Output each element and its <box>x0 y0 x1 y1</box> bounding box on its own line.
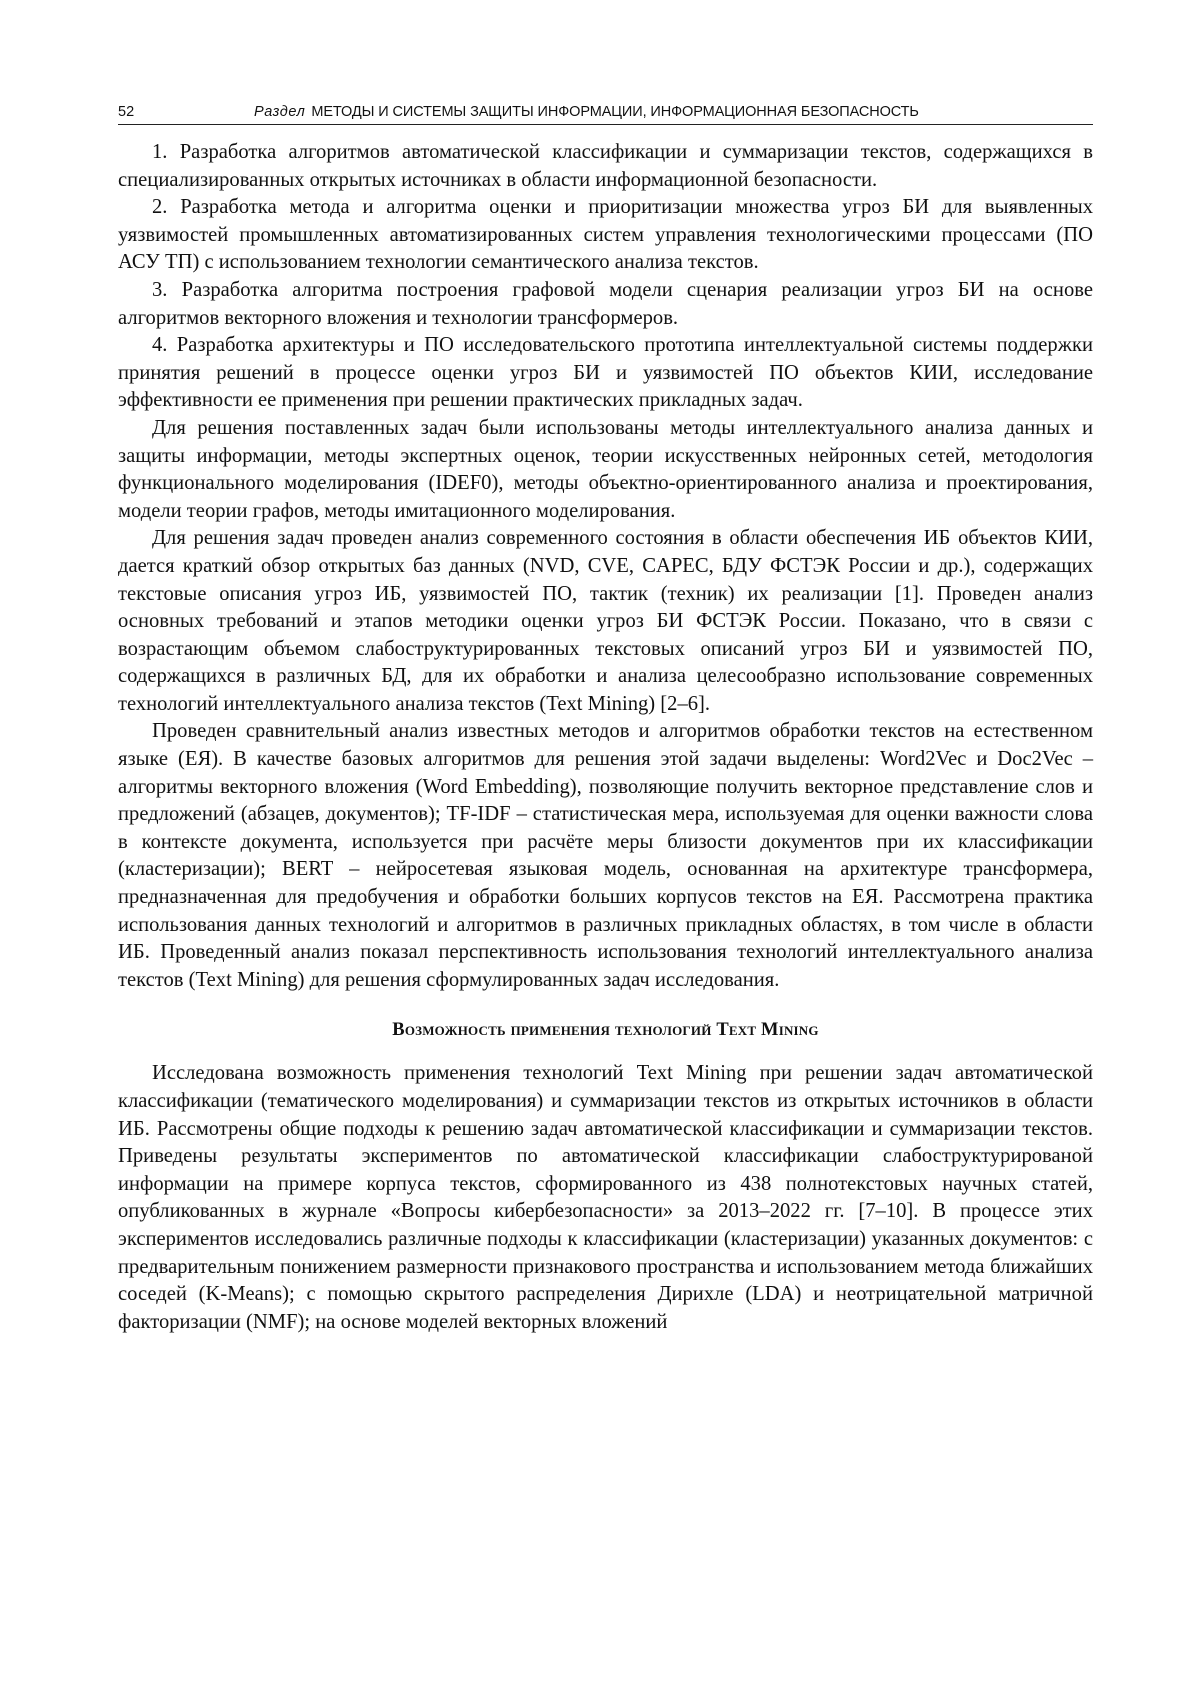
running-header <box>118 102 1093 125</box>
section-heading: Возможность применения технологий Text Mining <box>392 1020 819 1041</box>
section-running-title <box>254 102 919 122</box>
list-item-task-1: 1. Разработка алгоритмов автоматической классификации и суммаризации текстов, содержащихся в специализированных открытых источниках в области информационной безопасности. <box>118 141 1093 191</box>
paragraph-methods: Для решения поставленных задач были использованы методы интеллектуального анализа данных и защиты информации, методы экспертных оценок, теории искусственных нейронных сетей, методология функционального моделирования (IDEF0), методы объектно-ориентированного анализа и проектирования, модели теории графов, методы имитационного моделирования. <box>118 416 1093 522</box>
paragraph-comparison: Проведен сравнительный анализ известных методов и алгоритмов обработки текстов на естественном языке (ЕЯ). В качестве базовых алгоритмов для решения этой задачи выделены: Word2Vec и Doc2Vec – алгоритмы векторного вложения (Word Embedding), позволяющие получить векторное представление слов и предложений (абзацев, документов); TF-IDF – статистическая мера, используемая для оценки важности слова в контексте документа, используется при расчёте меры близости документов при их классификации (кластеризации); BERT – нейросетевая языковая модель, основанная на архитектуре трансформера, предназначенная для предобучения и обработки больших корпусов текстов на ЕЯ. Рассмотрена практика использования данных технологий и алгоритмов в различных прикладных областях, в том числе в области ИБ. Проведенный анализ показал перспективность использования технологий интеллектуального анализа текстов (Text Mining) для решения сформулированных задач исследования. <box>118 720 1093 991</box>
section-label: Раздел <box>254 104 306 120</box>
paragraph-text-mining: Исследована возможность применения технологий Text Mining при решении задач автоматической классификации (тематического моделирования) и суммаризации текстов из открытых источников в области ИБ. Рассмотрены общие подходы к решению задач автоматической классификации и суммаризации текстов. Приведены результаты экспериментов по автоматической классификации слабоструктурированой информации на примере корпуса текстов, сформированного из 438 полнотекстовых научных статей, опубликованных в журнале «Вопросы кибербезопасности» за 2013–2022 гг. [7–10]. В процессе этих экспериментов исследовались различные подходы к классификации (кластеризации) указанных документов: с предварительным понижением размерности признакового пространства и использованием метода ближайших соседей (K-Means); с помощью скрытого распределения Дирихле (LDA) и неотрицательной матричной факторизации (NMF); на основе моделей векторных вложений <box>118 1062 1093 1333</box>
paragraph-analysis: Для решения задач проведен анализ современного состояния в области обеспечения ИБ объектов КИИ, дается краткий обзор открытых баз данных (NVD, CVE, CAPEC, БДУ ФСТЭК России и др.), содержащих текстовые описания угроз ИБ, уязвимостей ПО, тактик (техник) их реализации [1]. Проведен анализ основных требований и этапов методики оценки угроз БИ ФСТЭК России. Показано, что в связи с возрастающим объемом слабоструктурированных текстовых описаний угроз БИ и уязвимостей ПО, содержащихся в различных БД, для их обработки и анализа целесообразно использование современных технологий интеллектуального анализа текстов (Text Mining) [2–6]. <box>118 527 1093 715</box>
list-item-task-4: 4. Разработка архитектуры и ПО исследовательского прототипа интеллектуальной системы поддержки принятия решений в процессе оценки угроз БИ и уязвимостей ПО объектов КИИ, исследование эффективности ее применения при решении практических прикладных задач. <box>118 334 1093 412</box>
article-body <box>118 139 1093 1336</box>
section-title-text: МЕТОДЫ И СИСТЕМЫ ЗАЩИТЫ ИНФОРМАЦИИ, ИНФОРМАЦИОННАЯ БЕЗОПАСНОСТЬ <box>311 104 919 120</box>
page-number: 52 <box>118 104 135 120</box>
list-item-task-2: 2. Разработка метода и алгоритма оценки и приоритизации множества угроз БИ для выявленных уязвимостей промышленных автоматизированных систем управления технологическими процессами (ПО АСУ ТП) с использованием технологии семантического анализа текстов. <box>118 196 1093 274</box>
list-item-task-3: 3. Разработка алгоритма построения графовой модели сценария реализации угроз БИ на основе алгоритмов векторного вложения и технологии трансформеров. <box>118 278 1093 329</box>
